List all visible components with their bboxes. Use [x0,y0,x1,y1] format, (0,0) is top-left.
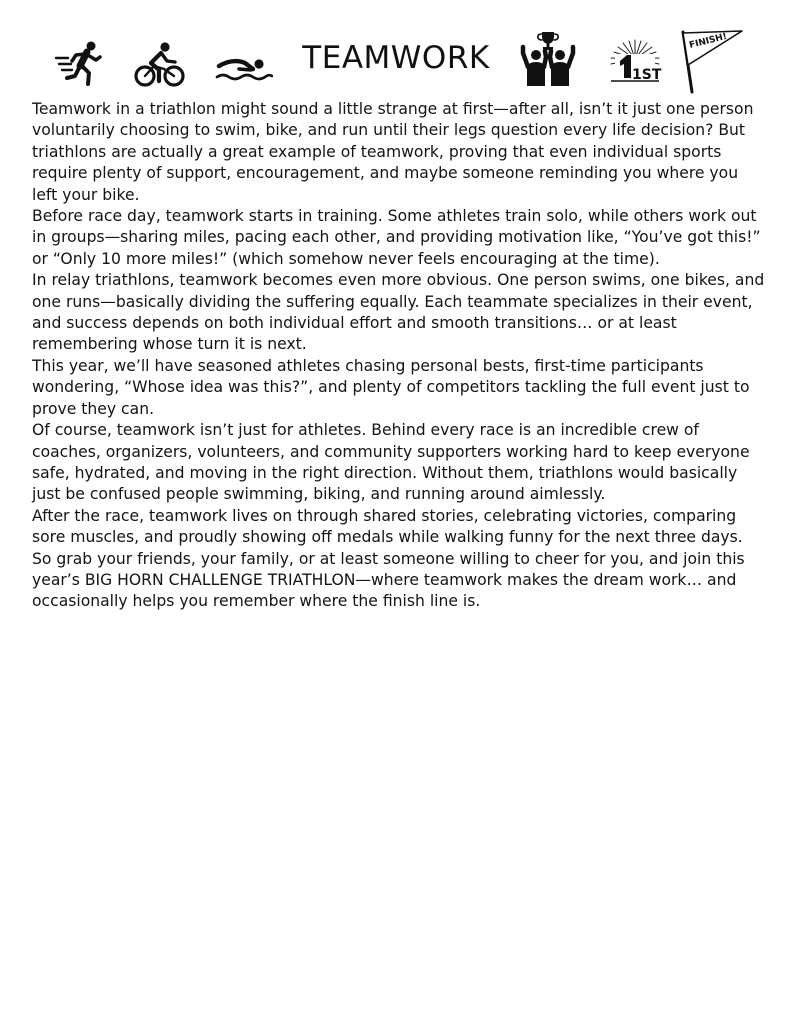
header [0,0,791,100]
first-place-icon [605,38,665,84]
page-title: TEAMWORK [302,40,490,76]
paragraph: This year, we’ll have seasoned athletes chasing personal bests, first-time participants wondering, “Whose idea was this?”, and plenty of competitors tackling the full event just to prove they can. [32,356,750,418]
finish-flag-icon [678,27,746,95]
paragraph: Before race day, teamwork starts in training. Some athletes train solo, while others work out in groups—sharing miles, pacing each other, and providing motivation like, “You’ve got this!” or “Only 10 more miles!” (which somehow never feels encouraging at the time). [32,207,761,268]
trophy-team-icon [519,31,577,87]
article-body [32,99,765,613]
svg-text:1ST: 1ST [632,67,662,83]
cycling-icon [134,41,186,89]
paragraph: In relay triathlons, teamwork becomes even more obvious. One person swims, one bikes, and one runs—basically dividing the suffering equally. Each teammate specializes in their event, and success depends on both individual effort and smooth transitions… or at least remembering whose turn it is next. [32,271,765,354]
swimming-icon [215,55,273,83]
running-icon [54,40,104,88]
paragraph: Teamwork in a triathlon might sound a little strange at first—after all, isn’t it just one person voluntarily choosing to swim, bike, and run until their legs question every life decision? But triathlons are actually a great example of teamwork, proving that even individual sports require plenty of support, encouragement, and maybe someone reminding you where you left your bike. [32,100,754,204]
svg-text:FINISH!: FINISH! [688,31,729,51]
paragraph: So grab your friends, your family, or at least someone willing to cheer for you, and join this year’s BIG HORN CHALLENGE TRIATHLON—where teamwork makes the dream work… and occasionally helps you remember where the finish line is. [32,549,745,611]
paragraph: Of course, teamwork isn’t just for athletes. Behind every race is an incredible crew of coaches, organizers, volunteers, and community supporters working hard to keep everyone safe, hydrated, and moving in the right direction. Without them, triathlons would basically just be confused people swimming, biking, and running around aimlessly. [32,421,750,504]
paragraph: After the race, teamwork lives on through shared stories, celebrating victories, comparing sore muscles, and proudly showing off medals while walking funny for the next three days. [32,506,743,547]
